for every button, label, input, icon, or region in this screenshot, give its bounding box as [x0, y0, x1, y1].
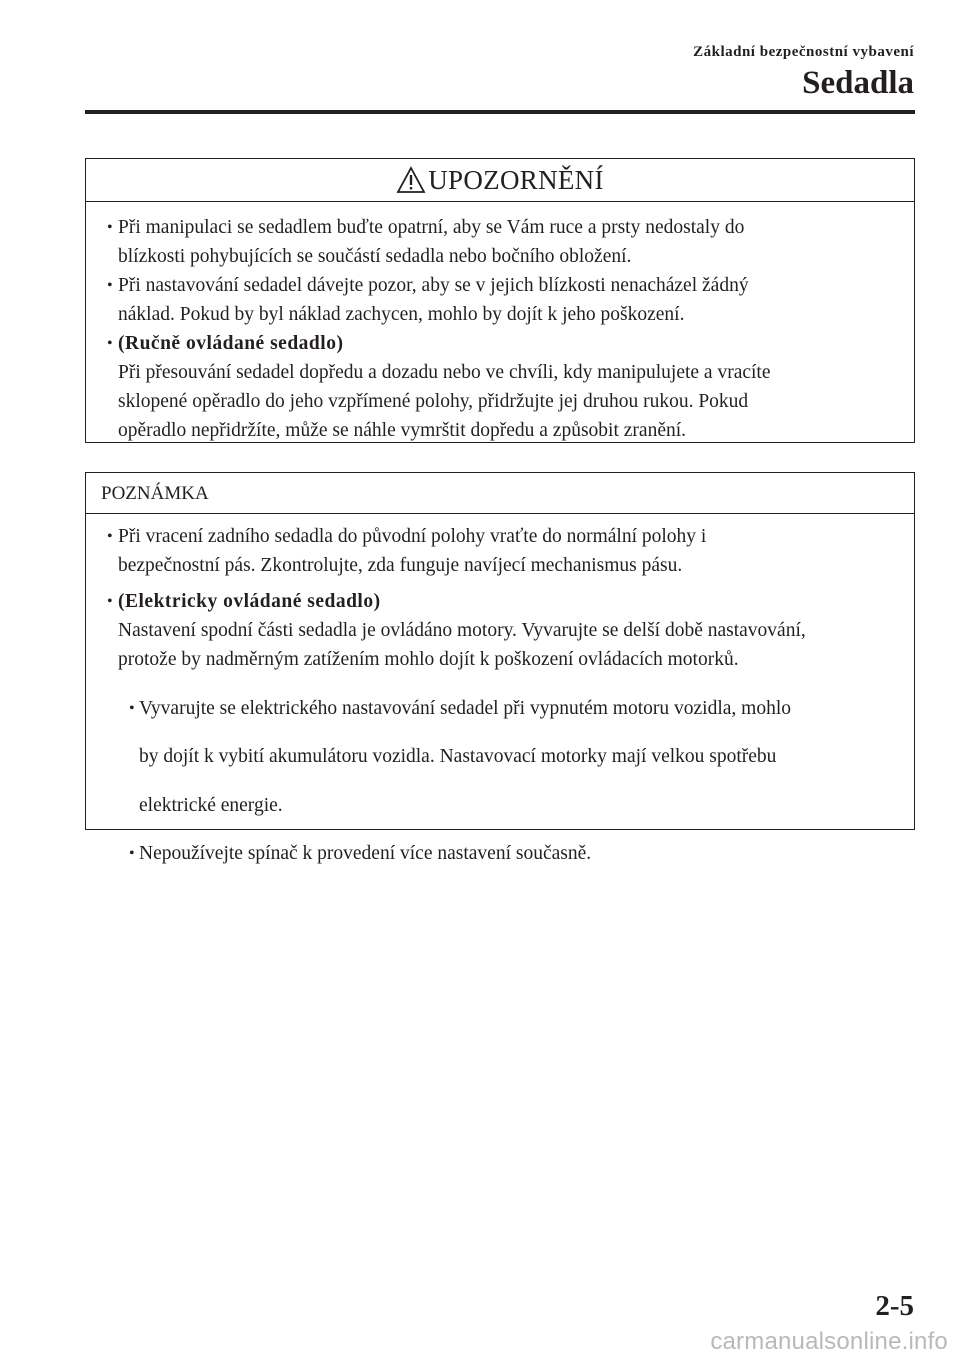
- note-title: POZNÁMKA: [101, 483, 209, 504]
- caution-item: [86, 271, 914, 329]
- text-line: elektrické energie.: [139, 794, 283, 816]
- bullet-icon: •: [107, 335, 113, 352]
- text-line: Nastavení spodní části sedadla je ovládáno motory. Vyvarujte se delší době nastavování,: [118, 620, 806, 641]
- page-number: 2-5: [875, 1290, 914, 1322]
- note-sub-item: [86, 694, 914, 820]
- caution-item: [86, 329, 914, 445]
- header-rule: [85, 110, 915, 114]
- text-line: náklad. Pokud by byl náklad zachycen, mohlo by dojít k jeho poškození.: [118, 304, 685, 325]
- text-line: opěradlo nepřidržíte, může se náhle vymrštit dopředu a způsobit zranění.: [118, 420, 687, 441]
- page-title: Sedadla: [802, 65, 914, 101]
- caution-header: [86, 159, 914, 202]
- bullet-icon: •: [129, 699, 135, 717]
- caution-box: [85, 158, 915, 443]
- bullet-icon: •: [107, 277, 113, 294]
- note-box: [85, 472, 915, 864]
- item-heading: (Elektricky ovládané sedadlo): [118, 591, 381, 612]
- text-line: by dojít k vybití akumulátoru vozidla. Nastavovací motorky mají velkou spotřebu: [139, 746, 777, 767]
- note-header: [86, 473, 914, 514]
- note-item: [86, 587, 914, 674]
- text-line: Vyvarujte se elektrického nastavování sedadel při vypnutém motoru vozidla, mohlo: [139, 697, 791, 719]
- note-item: [86, 522, 914, 580]
- caution-item: [86, 213, 914, 271]
- warning-triangle-icon: [396, 166, 426, 194]
- bullet-icon: •: [107, 528, 113, 545]
- note-sub-item: [86, 839, 914, 868]
- watermark-link[interactable]: carmanualsonline.info: [710, 1328, 948, 1355]
- text-line: Při vracení zadního sedadla do původní polohy vraťte do normální polohy i: [118, 526, 707, 547]
- caution-title: UPOZORNĚNÍ: [428, 165, 604, 195]
- bullet-icon: •: [107, 593, 113, 610]
- item-heading: (Ručně ovládané sedadlo): [118, 333, 344, 354]
- bullet-icon: •: [107, 219, 113, 236]
- text-line: protože by nadměrným zatížením mohlo dojít k poškození ovládacích motorků.: [118, 649, 739, 670]
- text-line: Při přesouvání sedadel dopředu a dozadu nebo ve chvíli, kdy manipulujete a vracíte: [118, 362, 771, 383]
- text-line: bezpečnostní pás. Zkontrolujte, zda funguje navíjecí mechanismus pásu.: [118, 555, 683, 576]
- text-line: Při nastavování sedadel dávejte pozor, aby se v jejich blízkosti nenacházel žádný: [118, 275, 749, 296]
- text-line: Nepoužívejte spínač k provedení více nastavení současně.: [139, 843, 592, 864]
- text-line: sklopené opěradlo do jeho vzpřímené polohy, přidržujte jej druhou rukou. Pokud: [118, 391, 749, 412]
- sub-list: [86, 694, 914, 869]
- text-line: blízkosti pohybujících se součástí sedadla nebo bočního obložení.: [118, 246, 632, 267]
- section-header: Základní bezpečnostní vybavení: [693, 44, 914, 60]
- text-line: Při manipulaci se sedadlem buďte opatrní, aby se Vám ruce a prsty nedostaly do: [118, 217, 745, 238]
- bullet-icon: •: [129, 845, 135, 862]
